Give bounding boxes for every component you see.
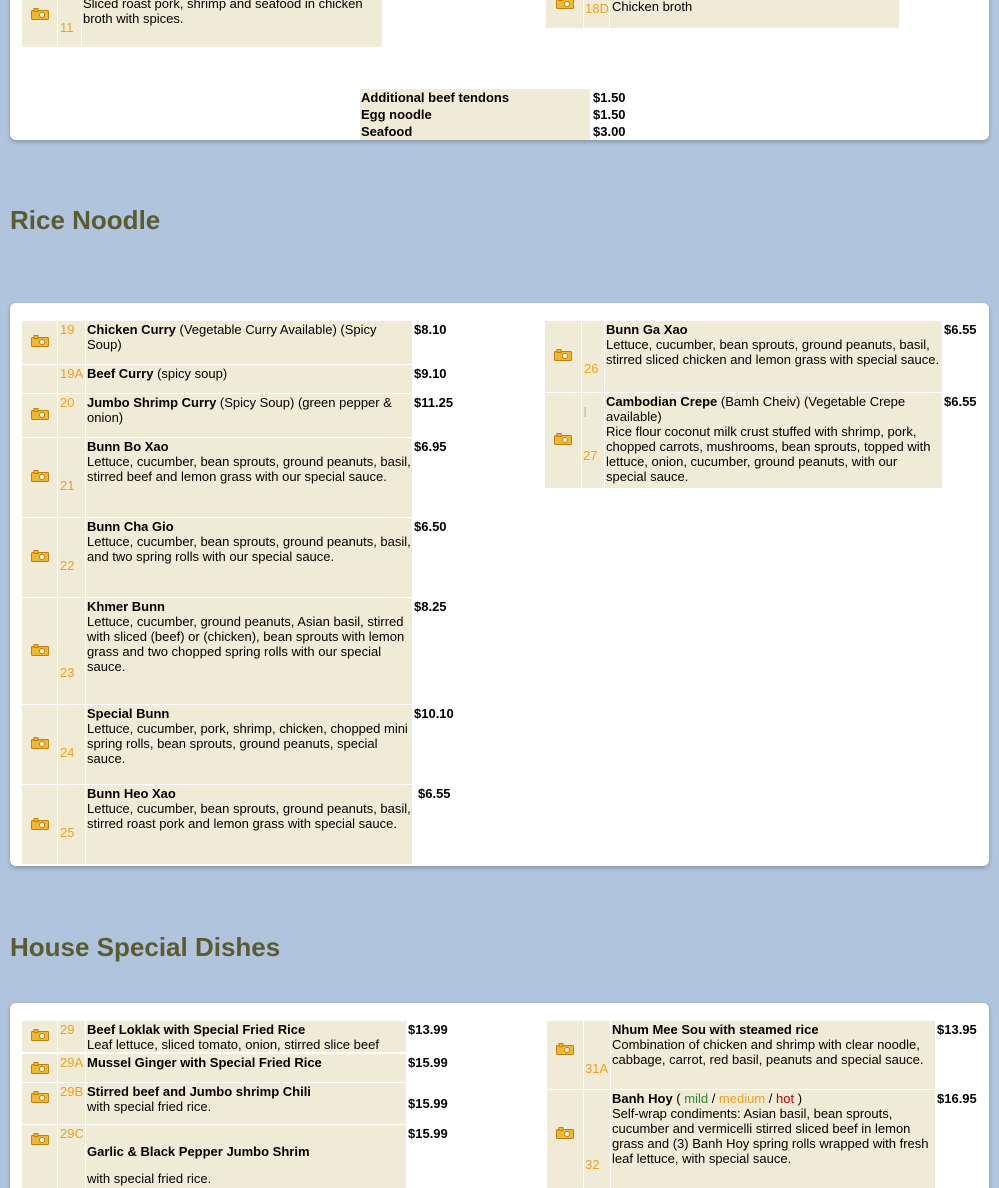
- item-note: (Bamh Cheiv) (Vegetable Crepe available): [606, 394, 906, 424]
- camera-icon[interactable]: [31, 550, 49, 562]
- item-name: Bunn Heo Xao: [87, 786, 176, 801]
- item-description: Combination of chicken and shrimp with clear noodle, cabbage, carrot, red basil, peanuts and special sauce.: [612, 1037, 924, 1067]
- photo-cell: [22, 1083, 57, 1124]
- camera-icon[interactable]: [31, 1133, 49, 1145]
- item-number: 11: [60, 20, 74, 35]
- item-name: Bunn Cha Gio: [87, 519, 174, 534]
- item-name: Beef Curry: [87, 366, 154, 381]
- item-description: Rice flour coconut milk crust stuffed with shrimp, pork, chopped carrots, mushrooms, bean sprouts, topped with lettuce, onion, cucumber, ground peanuts, with our special sauce.: [606, 424, 931, 484]
- item-price: $11.25: [414, 395, 454, 410]
- item-name: Nhum Mee Sou with steamed rice: [612, 1022, 819, 1037]
- item-name: Garlic & Black Pepper Jumbo Shrim: [87, 1144, 310, 1159]
- item-price: $6.55: [944, 322, 977, 337]
- spice-sep: /: [765, 1091, 777, 1106]
- camera-icon[interactable]: [31, 8, 49, 20]
- item-number: 19A: [60, 366, 84, 381]
- camera-icon[interactable]: [31, 818, 49, 830]
- number-cell: [582, 321, 604, 392]
- item-note: (Spicy Soup) (green pepper & onion): [87, 395, 392, 425]
- item-price: $15.99: [408, 1055, 448, 1070]
- item-price: $8.25: [414, 599, 447, 614]
- item-number: 20: [60, 395, 75, 410]
- number-cell: [58, 598, 85, 704]
- item-description: Lettuce, cucumber, pork, shrimp, chicken, chopped mini spring rolls, bean sprouts, ground peanuts, special sauce.: [87, 721, 408, 766]
- house-special-panel: [10, 1003, 989, 1188]
- item-number: 29: [60, 1022, 75, 1037]
- item-number: 27: [583, 448, 598, 463]
- item-note: (spicy soup): [153, 366, 228, 381]
- spice-open: (: [672, 1091, 685, 1106]
- photo-cell: [547, 1021, 583, 1089]
- menu-item: [606, 322, 941, 367]
- camera-icon[interactable]: [556, 1127, 574, 1139]
- item-note: (Vegetable Curry Available) (Spicy Soup): [87, 322, 377, 352]
- extra-price: $1.50: [593, 90, 626, 105]
- item-price: $13.99: [408, 1022, 448, 1037]
- item-number: 31A: [585, 1061, 609, 1076]
- item-number: 29C: [60, 1126, 84, 1141]
- spice-mild: mild: [684, 1091, 709, 1106]
- menu-item: [87, 395, 411, 425]
- item-price: $9.10: [414, 366, 447, 381]
- item-number: 24: [60, 745, 75, 760]
- extra-price: $1.50: [593, 107, 626, 122]
- menu-item: [612, 1022, 934, 1067]
- item-name: Mussel Ginger with Special Fried Rice: [87, 1055, 322, 1070]
- camera-icon[interactable]: [31, 470, 49, 482]
- item-description: with special fried rice.: [87, 1171, 212, 1186]
- item-number: 29A: [60, 1055, 84, 1070]
- item-name: Bunn Ga Xao: [606, 322, 688, 337]
- camera-icon[interactable]: [556, 1043, 574, 1055]
- section-title-rice-noodle: Rice Noodle: [10, 205, 161, 235]
- item-description: Chicken broth: [612, 0, 693, 14]
- item-name: Chicken Curry: [87, 322, 176, 337]
- image-placeholder: [584, 407, 586, 417]
- number-cell: [584, 1090, 610, 1188]
- item-name: Cambodian Crepe: [606, 394, 718, 409]
- number-cell: [584, 1021, 610, 1089]
- spice-hot: hot: [776, 1091, 795, 1106]
- menu-item: [87, 1084, 405, 1114]
- menu-item: [87, 1022, 405, 1052]
- menu-item: [87, 439, 411, 484]
- item-number: 26: [584, 361, 599, 376]
- section-title-house-special: House Special Dishes: [10, 932, 281, 962]
- item-number: 19: [60, 322, 75, 337]
- item-price: $15.99: [408, 1096, 448, 1111]
- camera-icon[interactable]: [554, 433, 572, 445]
- item-number: 18D: [585, 1, 609, 16]
- item-name: Khmer Bunn: [87, 599, 165, 614]
- item-price: $10.10: [414, 706, 454, 721]
- menu-item: [87, 706, 411, 766]
- camera-icon[interactable]: [554, 349, 572, 361]
- item-price: $6.55: [418, 786, 451, 801]
- item-name: Banh Hoy: [612, 1091, 673, 1106]
- item-number: 23: [60, 665, 75, 680]
- item-description: Leaf lettuce, sliced tomato, onion, stirred slice beef: [87, 1037, 379, 1052]
- item-description: Sliced roast pork, shrimp and seafood in chicken broth with spices.: [83, 0, 363, 26]
- camera-icon[interactable]: [31, 1091, 49, 1103]
- item-number: 32: [585, 1157, 600, 1172]
- item-price: $6.55: [944, 394, 977, 409]
- item-description: with special fried rice.: [87, 1099, 212, 1114]
- item-price: $6.50: [414, 519, 447, 534]
- menu-item: [87, 1138, 405, 1188]
- camera-icon[interactable]: [31, 737, 49, 749]
- camera-icon[interactable]: [31, 408, 49, 420]
- item-name: Stirred beef and Jumbo shrimp Chili: [87, 1084, 311, 1099]
- menu-item: [87, 519, 411, 564]
- item-number: 21: [60, 478, 75, 493]
- photo-cell: [547, 1090, 583, 1188]
- camera-icon[interactable]: [556, 0, 574, 9]
- item-number: 22: [60, 558, 75, 573]
- item-price: $6.95: [414, 439, 447, 454]
- item-price: $16.95: [937, 1091, 977, 1106]
- item-description: Lettuce, cucumber, ground peanuts, Asian basil, stirred with sliced (beef) or (chicken), bean sprouts with lemon grass and two chopped spring rolls with our special sauce.: [87, 614, 405, 674]
- camera-icon[interactable]: [31, 1062, 49, 1074]
- rice-noodle-panel: [10, 303, 989, 866]
- spice-close: ): [794, 1091, 803, 1106]
- menu-item: [87, 786, 411, 831]
- photo-cell: [22, 365, 57, 393]
- item-description: Lettuce, cucumber, bean sprouts, ground peanuts, basil, stirred sliced chicken and lemon grass with special sauce.: [606, 337, 940, 367]
- item-name: Bunn Bo Xao: [87, 439, 169, 454]
- item-name: Beef Loklak with Special Fried Rice: [87, 1022, 306, 1037]
- item-number: 29B: [60, 1084, 84, 1099]
- item-number: 25: [60, 825, 75, 840]
- item-description: Lettuce, cucumber, bean sprouts, ground peanuts, basil, stirred beef and lemon grass with our special sauce.: [87, 454, 411, 484]
- menu-item: [612, 1091, 934, 1166]
- item-name: Jumbo Shrimp Curry: [87, 395, 217, 410]
- menu-item: [87, 366, 411, 381]
- extra-price: $3.00: [593, 124, 626, 139]
- menu-item: [87, 322, 411, 352]
- item-price: $13.95: [937, 1022, 977, 1037]
- camera-icon[interactable]: [31, 1029, 49, 1041]
- item-name: Special Bunn: [87, 706, 170, 721]
- menu-item: [87, 1055, 405, 1070]
- spice-sep: /: [708, 1091, 719, 1106]
- spice-medium: medium: [718, 1091, 766, 1106]
- top-menu-panel: [10, 0, 989, 140]
- extra-name: Seafood: [360, 123, 590, 140]
- menu-item: [87, 599, 411, 674]
- extra-name: Egg noodle: [360, 106, 590, 123]
- camera-icon[interactable]: [31, 335, 49, 347]
- item-description: Lettuce, cucumber, bean sprouts, ground peanuts, basil, stirred roast pork and lemon grass with special sauce.: [87, 801, 411, 831]
- menu-item: [606, 394, 941, 484]
- camera-icon[interactable]: [31, 644, 49, 656]
- item-description: Lettuce, cucumber, bean sprouts, ground peanuts, basil, and two spring rolls with our special sauce.: [87, 534, 411, 564]
- extra-name: Additional beef tendons: [360, 89, 590, 106]
- item-price: $15.99: [408, 1126, 448, 1141]
- item-description: Self-wrap condiments: Asian basil, bean sprouts, cucumber and vermicelli stirred sliced beef in lemon grass and (3) Banh Hoy spring rolls wrapped with fresh leaf lettuce, with special sauce.: [612, 1106, 929, 1166]
- item-price: $8.10: [414, 322, 447, 337]
